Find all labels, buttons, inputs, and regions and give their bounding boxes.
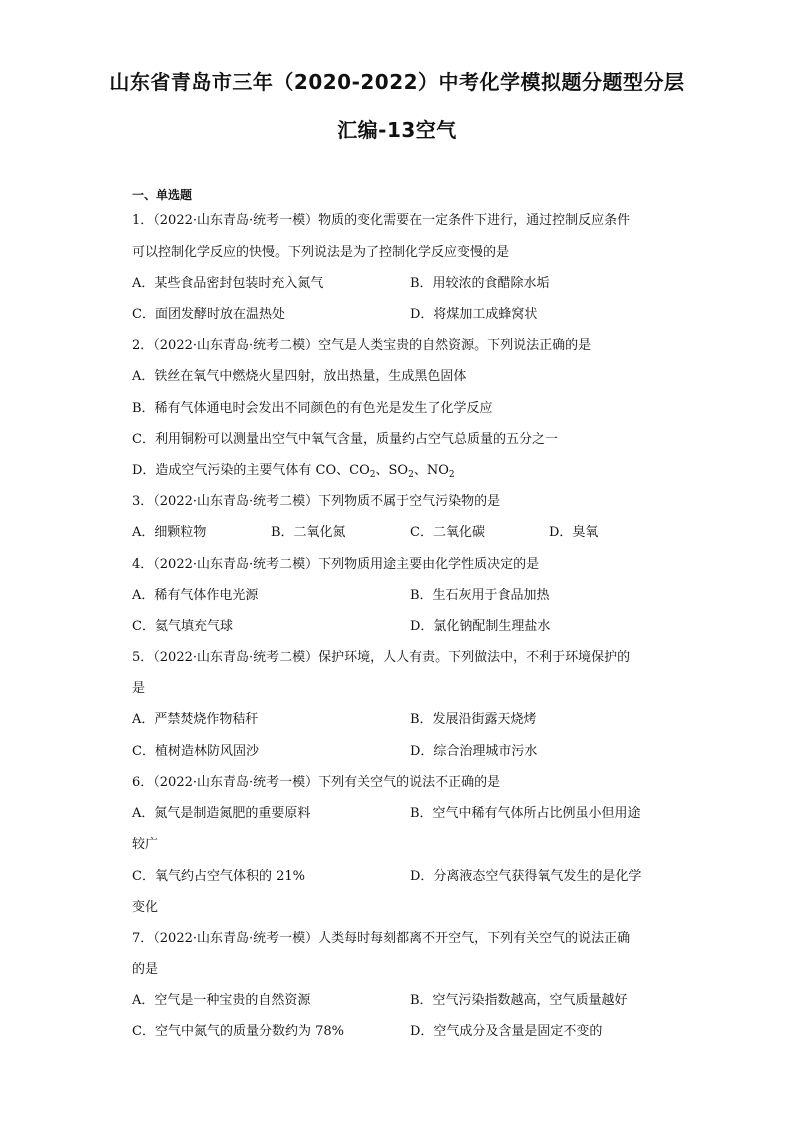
q5-stem-line-2: 是 bbox=[132, 681, 146, 696]
q2-option-d bbox=[132, 461, 672, 481]
q5-stem-line-1: 5．（2022·山东青岛·统考二模）保护环境，人人有责。下列做法中，不利于环境保护的 bbox=[132, 650, 631, 665]
q5-option-d: D．综合治理城市污水 bbox=[410, 744, 538, 759]
q6-option-d-line-1: D．分离液态空气获得氧气发生的是化学 bbox=[410, 869, 642, 884]
q7-option-a: A．空气是一种宝贵的自然资源 bbox=[132, 993, 311, 1008]
q2-option-d-sub-3: 2 bbox=[448, 470, 455, 480]
q1-option-c: C．面团发酵时放在温热处 bbox=[132, 307, 285, 322]
q4-option-a: A．稀有气体作电光源 bbox=[132, 588, 259, 603]
q2-option-d-text: D．造成空气污染的主要气体有 CO、CO bbox=[132, 463, 370, 478]
q7-stem-line-1: 7．（2022·山东青岛·统考一模）人类每时每刻都离不开空气，下列有关空气的说法正确 bbox=[132, 931, 631, 946]
q4-option-b: B．生石灰用于食品加热 bbox=[410, 588, 550, 603]
document-title-line-2: 汇编-13空气 bbox=[337, 118, 457, 142]
q1-option-d: D．将煤加工成蜂窝状 bbox=[410, 307, 538, 322]
q6-stem: 6．（2022·山东青岛·统考一模）下列有关空气的说法不正确的是 bbox=[132, 775, 501, 790]
q3-option-b: B．二氧化氮 bbox=[271, 525, 346, 540]
q6-option-b-line-1: B．空气中稀有气体所占比例虽小但用途 bbox=[410, 806, 641, 821]
q5-option-b: B．发展沿街露天烧烤 bbox=[410, 712, 537, 727]
q5-option-a: A．严禁焚烧作物秸秆 bbox=[132, 712, 259, 727]
q6-option-b-line-2: 较广 bbox=[132, 837, 159, 852]
document-title-line-1: 山东省青岛市三年（2020-2022）中考化学模拟题分题型分层 bbox=[109, 70, 685, 94]
q6-option-c: C．氧气约占空气体积的 21% bbox=[132, 869, 305, 884]
q2-option-b: B．稀有气体通电时会发出不同颜色的有色光是发生了化学反应 bbox=[132, 401, 493, 416]
q4-option-d: D．氯化钠配制生理盐水 bbox=[410, 619, 551, 634]
q4-option-c: C．氦气填充气球 bbox=[132, 619, 233, 634]
q1-option-b: B．用较浓的食醋除水垢 bbox=[410, 276, 550, 291]
q3-option-c: C．二氧化碳 bbox=[410, 525, 485, 540]
q2-option-c: C．利用铜粉可以测量出空气中氧气含量，质量约占空气总质量的五分之一 bbox=[132, 432, 558, 447]
q2-option-d-sub-1: 2 bbox=[369, 470, 376, 480]
q7-stem-line-2: 的是 bbox=[132, 962, 159, 977]
q5-option-c: C．植树造林防风固沙 bbox=[132, 744, 259, 759]
section-heading: 一、单选题 bbox=[132, 188, 193, 202]
q4-stem: 4．（2022·山东青岛·统考二模）下列物质用途主要由化学性质决定的是 bbox=[132, 557, 540, 572]
q7-option-d: D．空气成分及含量是固定不变的 bbox=[410, 1024, 603, 1039]
q7-option-b: B．空气污染指数越高，空气质量越好 bbox=[410, 993, 628, 1008]
q2-option-d-sub-2: 2 bbox=[408, 470, 414, 480]
q3-option-a: A．细颗粒物 bbox=[132, 525, 207, 540]
q2-stem: 2．（2022·山东青岛·统考二模）空气是人类宝贵的自然资源。下列说法正确的是 bbox=[132, 338, 592, 353]
q6-option-a: A．氮气是制造氮肥的重要原料 bbox=[132, 806, 311, 821]
q1-stem-line-2: 可以控制化学反应的快慢。下列说法是为了控制化学反应变慢的是 bbox=[132, 245, 510, 260]
q7-option-c: C．空气中氮气的质量分数约为 78% bbox=[132, 1024, 344, 1039]
q1-option-a: A．某些食品密封包装时充入氮气 bbox=[132, 276, 324, 291]
q2-option-d-mid-2: 、NO bbox=[413, 463, 449, 478]
q6-option-d-line-2: 变化 bbox=[132, 900, 159, 915]
q2-option-a: A．铁丝在氧气中燃烧火星四射，放出热量，生成黑色固体 bbox=[132, 369, 467, 384]
q1-stem-line-1: 1．（2022·山东青岛·统考一模）物质的变化需要在一定条件下进行，通过控制反应条件 bbox=[132, 213, 631, 228]
q2-option-d-mid-1: 、SO bbox=[375, 463, 409, 478]
q3-option-d: D．臭氧 bbox=[549, 525, 599, 540]
q3-stem: 3．（2022·山东青岛·统考二模）下列物质不属于空气污染物的是 bbox=[132, 494, 501, 509]
